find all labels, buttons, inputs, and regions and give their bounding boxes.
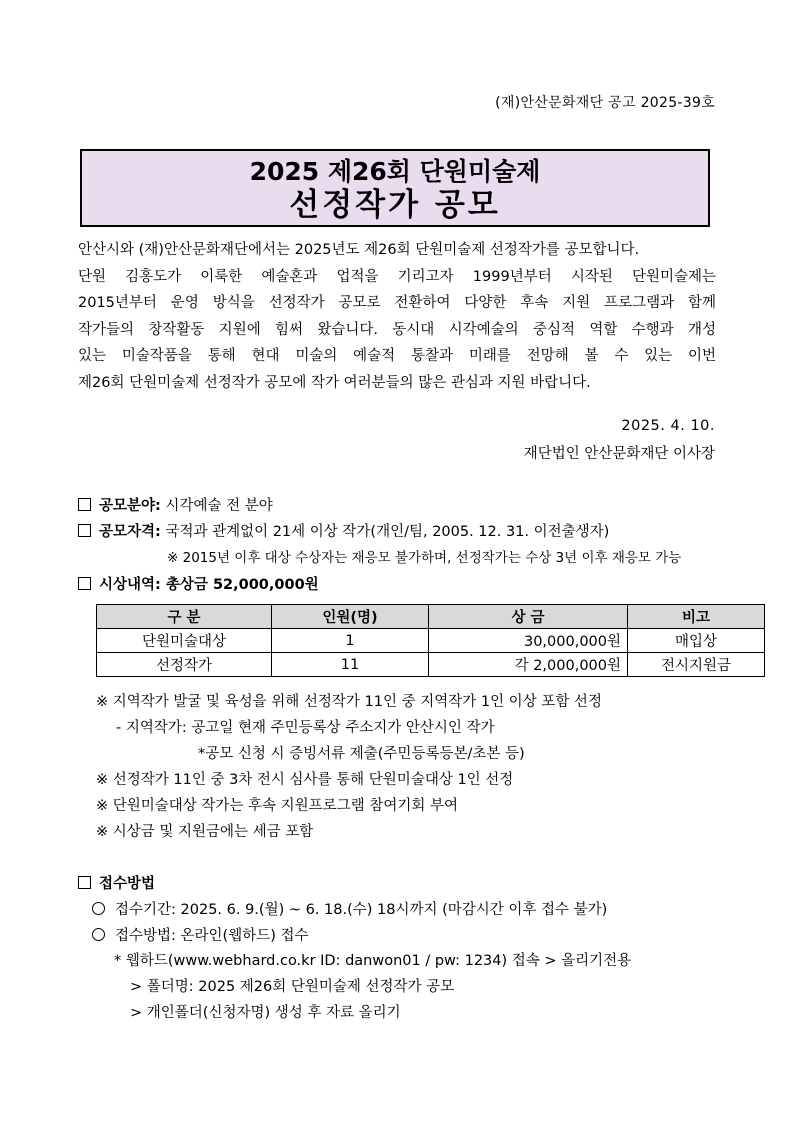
intro-paragraph	[78, 237, 716, 397]
prize-note: ※ 선정작가 11인 중 3차 전시 심사를 통해 단원미술대상 1인 선정	[96, 772, 514, 788]
intro-line: 단원 김홍도가 이룩한 예술혼과 업적을 기리고자 1999년부터 시작된 단원미술제는	[78, 268, 716, 285]
title-box	[80, 149, 710, 227]
table-cell: 각 2,000,000원	[429, 653, 628, 677]
table-row	[97, 653, 765, 677]
prize-note: ※ 시상금 및 지원금에는 세금 포함	[96, 824, 314, 840]
section-eligibility	[78, 520, 609, 541]
table-row	[97, 629, 765, 653]
checkbox-square-icon	[78, 524, 91, 537]
eligibility-note: ※ 2015년 이후 대상 수상자는 재응모 불가하며, 선정작가는 수상 3년 이후 재응모 가능	[167, 550, 682, 566]
intro-line: 제26회 단원미술제 선정작가 공모에 작가 여러분들의 많은 관심과 지원 바랍니다.	[78, 374, 591, 391]
section-reception	[78, 872, 155, 893]
prize-note: - 지역작가: 공고일 현재 주민등록상 주소지가 안산시인 작가	[116, 720, 495, 736]
circle-bullet-icon	[92, 928, 105, 941]
intro-line: 있는 미술작품을 통해 현대 미술의 예술적 통찰과 미래를 전망해 볼 수 있는 이번	[78, 348, 716, 365]
table-cell: 1	[272, 629, 429, 653]
checkbox-square-icon	[78, 498, 91, 511]
eligibility-value: 국적과 관계없이 21세 이상 작가(개인/팀, 2005. 12. 31. 이전출생자)	[160, 524, 610, 540]
notice-number: (재)안산문화재단 공고 2025-39호	[495, 95, 715, 111]
section-field	[78, 494, 273, 515]
signature: 재단법인 안산문화재단 이사장	[523, 446, 715, 462]
prize-label: 시상내역: 총상금 52,000,000원	[99, 577, 319, 593]
section-prize	[78, 573, 319, 594]
reception-item	[92, 898, 607, 919]
table-header: 비고	[628, 605, 765, 629]
table-cell: 전시지원금	[628, 653, 765, 677]
table-cell: 11	[272, 653, 429, 677]
table-cell: 30,000,000원	[429, 629, 628, 653]
field-value: 시각예술 전 분야	[160, 498, 273, 514]
prize-table	[96, 604, 765, 677]
intro-line: 안산시와 (재)안산문화재단에서는 2025년도 제26회 단원미술제 선정작가를 공모합니다.	[78, 242, 640, 258]
reception-label: 접수방법	[99, 876, 156, 892]
title-line-1: 2025 제26회 단원미술제	[249, 157, 541, 186]
table-header-row	[97, 605, 765, 629]
table-header: 상 금	[429, 605, 628, 629]
prize-note: ※ 단원미술대상 작가는 후속 지원프로그램 참여기회 부여	[96, 798, 458, 814]
webhard-personal-folder: > 개인폴더(신청자명) 생성 후 자료 올리기	[130, 1005, 401, 1021]
reception-item	[92, 924, 309, 945]
webhard-info: * 웹하드(www.webhard.co.kr ID: danwon01 / pw: 1234) 접속 > 올리기전용	[114, 953, 632, 969]
prize-note: ※ 지역작가 발굴 및 육성을 위해 선정작가 11인 중 지역작가 1인 이상 포함 선정	[96, 694, 602, 710]
checkbox-square-icon	[78, 876, 91, 889]
prize-note: *공모 신청 시 증빙서류 제출(주민등록등본/초본 등)	[198, 746, 525, 762]
title-line-2: 선정작가 공모	[289, 187, 501, 223]
table-cell: 단원미술대상	[97, 629, 272, 653]
field-label: 공모분야:	[99, 498, 161, 514]
table-header: 인원(명)	[272, 605, 429, 629]
webhard-folder: > 폴더명: 2025 제26회 단원미술제 선정작가 공모	[130, 979, 455, 995]
reception-item-text: 접수기간: 2025. 6. 9.(월) ~ 6. 18.(수) 18시까지 (마감시간 이후 접수 불가)	[115, 902, 608, 918]
circle-bullet-icon	[92, 902, 105, 915]
notice-date: 2025. 4. 10.	[621, 418, 715, 434]
eligibility-label: 공모자격:	[99, 524, 161, 540]
reception-item-text: 접수방법: 온라인(웹하드) 접수	[115, 928, 309, 944]
intro-line: 작가들의 창작활동 지원에 힘써 왔습니다. 동시대 시각예술의 중심적 역할 수행과 개성	[78, 321, 716, 338]
table-cell: 선정작가	[97, 653, 272, 677]
checkbox-square-icon	[78, 577, 91, 590]
intro-line: 2015년부터 운영 방식을 선정작가 공모로 전환하여 다양한 후속 지원 프로그램과 함께	[78, 295, 716, 312]
table-header: 구 분	[97, 605, 272, 629]
table-cell: 매입상	[628, 629, 765, 653]
